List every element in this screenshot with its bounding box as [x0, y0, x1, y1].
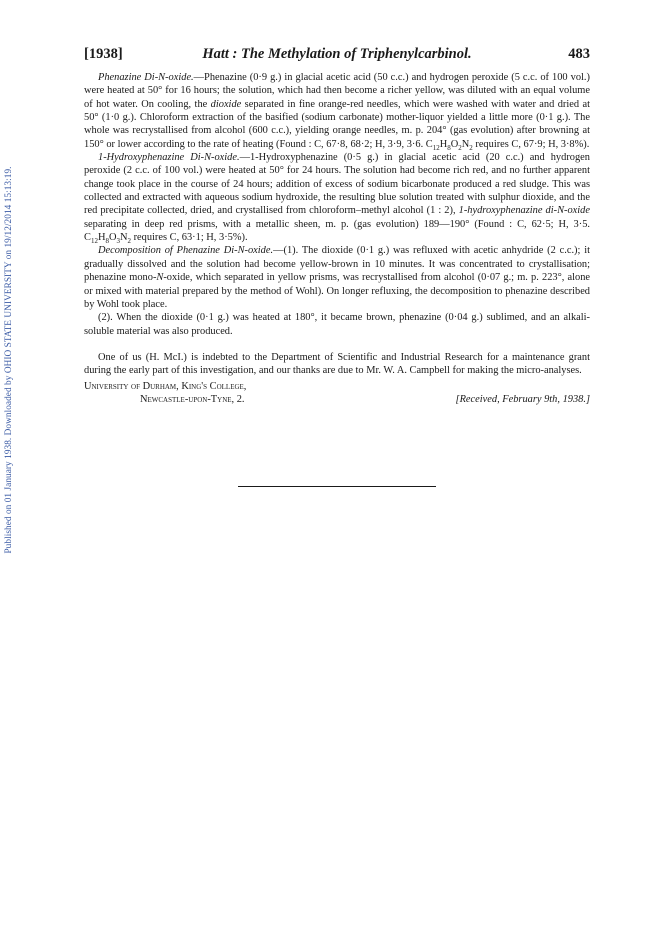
formula-element: H [97, 232, 106, 244]
paragraph-heading: 1-Hydroxyphenazine Di-N-oxide. [98, 152, 240, 164]
formula-element: H [439, 138, 448, 150]
paragraph-text: —1-Hydroxyphenazine (0·5 g.) in glacial acetic acid (20 c.c.) and hydrogen peroxide (2 c.c. of 100 vol.) were heated at 50° for 24 hours. The solution had become rich red, and no further apparent change took place in the course of 24 hours; addition of excess of sodium bicarbonate produced a red sludge. This was collected and extracted with aqueous sodium hydroxide, the resulting blue solution treated with sulphur dioxide, and the red precipitate collected, dried, and crystallised from chloroform–methyl alcohol (1 : 2), [84, 152, 590, 217]
formula-element: N [461, 138, 470, 150]
formula-element: O [450, 138, 459, 150]
compound-name: dioxide [210, 98, 242, 110]
formula-subscript: 2 [469, 143, 473, 152]
paragraph-heading: Phenazine Di-N-oxide. [98, 72, 194, 83]
paragraph-text: separating in deep red prisms, with a metallic sheen, m. p. (gas evolution) 189—190° (Found : C, 62·5; H, 3·5. C [84, 218, 590, 244]
formula-subscript: 3 [116, 237, 120, 246]
formula-subscript: 2 [127, 237, 131, 246]
affiliation-line-2: Newcastle-upon-Tyne, 2. [140, 393, 245, 405]
paragraph-heating [84, 311, 590, 338]
paragraph-text: -oxide, which separated in yellow prisms, was recrystallised from alcohol (0·07 g.; m. p. 223°, alone or mixed with material prepared by the method of Wohl). On longer refluxing, the decomposition to phenazine described by Wohl took place. [84, 272, 590, 310]
paragraph-heading: Decomposition of Phenazine Di-N-oxide. [98, 245, 274, 257]
formula-subscript: 12 [90, 237, 98, 246]
paragraph-decomposition [84, 244, 590, 311]
article-body [84, 71, 590, 408]
header-title: Hatt : The Methylation of Triphenylcarbinol. [202, 46, 472, 62]
formula-subscript: 8 [105, 237, 109, 246]
compound-name: 1-hydroxyphenazine di-N-oxide [458, 205, 590, 217]
running-header [84, 46, 590, 66]
formula-subscript: 2 [458, 143, 462, 152]
affiliation-line-1: University of Durham, King's College, [84, 380, 247, 392]
affiliation-block [84, 380, 590, 408]
formula-subscript: 12 [432, 143, 440, 152]
formula-subscript: 8 [447, 143, 451, 152]
header-year: [1938] [84, 46, 123, 62]
acknowledgement [84, 351, 590, 378]
paragraph-text: requires C, 63·1; H, 3·5%). [130, 232, 248, 244]
download-watermark [2, 80, 16, 640]
paragraph-text: separated in fine orange-red needles, which were washed with water and dried at 50° (1·0 g.). Chloroform extraction of the basified (sodium carbonate) mother-liquor yielded a little more (0·1 g.). The whole was recrystallised from alcohol (600 c.c.), yielding orange needles, m. p. 204° (gas evolution) after browning at 150° or lower according to the rate of heating (Found : C, 67·8, 68·2; H, 3·9, 3·6. C [84, 98, 590, 150]
download-note: Published on 01 January 1938. Downloaded by OHIO STATE UNIVERSITY on 19/12/2014 15:13:19. [4, 166, 14, 554]
formula-element: O [108, 232, 117, 244]
acknowledgement-text: One of us (H. McI.) is indebted to the Department of Scientific and Industrial Research for a maintenance grant during the early part of this investigation, and our thanks are due to Mr. W. A. Campbell for making the micro-analyses. [84, 351, 590, 377]
paragraph-text: —(1). The dioxide (0·1 g.) was refluxed with acetic anhydride (2 c.c.); it gradually dissolved and the solution had become yellow-brown in 10 minutes. It was concentrated to crystallisation; phenazine mono- [84, 245, 590, 284]
received-date: [Received, February 9th, 1938.] [455, 393, 590, 405]
end-rule [238, 486, 436, 487]
paragraph-text: (2). When the dioxide (0·1 g.) was heated at 180°, it became brown, phenazine (0·04 g.) sublimed, and an alkali-soluble material was also produced. [84, 312, 590, 337]
paragraph-hydroxyphenazine-dioxide [84, 151, 590, 244]
formula-element: N [119, 232, 128, 244]
paragraph-phenazine-dioxide [84, 71, 590, 151]
paragraph-text: requires C, 67·9; H, 3·8%). [472, 138, 590, 150]
italic-letter: N [156, 272, 164, 284]
page-number: 483 [568, 46, 590, 62]
paragraph-text: —Phenazine (0·9 g.) in glacial acetic acid (50 c.c.) and hydrogen peroxide (5 c.c. of 100 vol.) were heated at 50° for 16 hours; the solution, which had then become a richer yellow, was diluted with an equal volume of hot water. On cooling, the [84, 72, 590, 110]
